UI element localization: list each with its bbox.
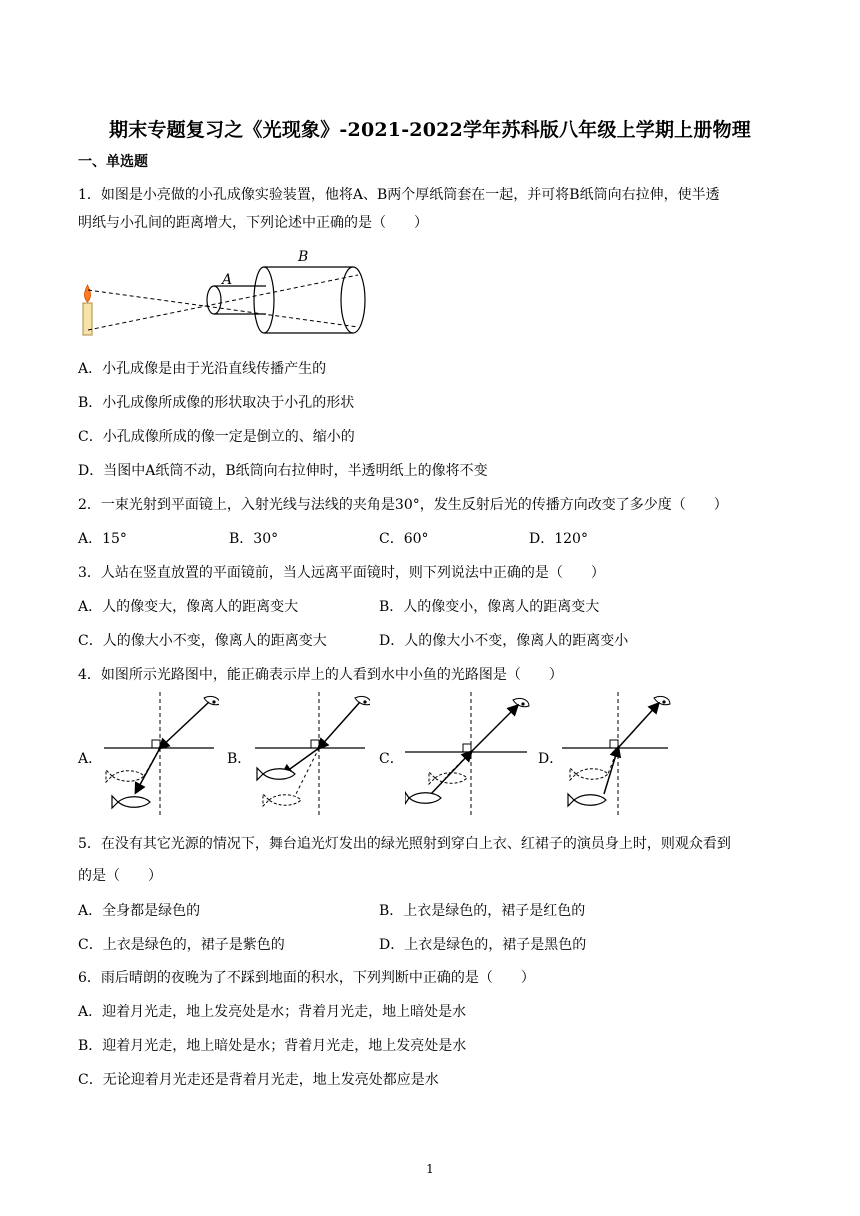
q3-text: 3．人站在竖直放置的平面镜前，当人远离平面镜时，则下列说法中正确的是（ ）: [78, 565, 605, 581]
q4-label-c: C．: [379, 751, 404, 767]
q1-option-b: B．小孔成像所成像的形状取决于小孔的形状: [78, 395, 355, 411]
fish-image-icon: [263, 794, 301, 806]
fish-icon: [405, 792, 441, 804]
eye-icon: [513, 698, 529, 706]
q2-text: 2．一束光射到平面镜上，入射光线与法线的夹角是30°，发生反射后光的传播方向改变了多少度（ ）: [78, 497, 728, 513]
fish-icon: [112, 796, 150, 808]
section-heading: 一、单选题: [78, 154, 148, 170]
q1-option-c: C．小孔成像所成的像一定是倒立的、缩小的: [78, 429, 355, 445]
q3-option-c: C．人的像大小不变，像离人的距离变大: [78, 633, 327, 649]
eye-icon: [654, 696, 670, 704]
q3-option-b: B．人的像变小，像离人的距离变大: [379, 599, 600, 615]
q4-label-d: D．: [538, 751, 564, 767]
q5-text-line2: 的是（ ）: [78, 868, 162, 884]
fish-icon: [568, 794, 606, 806]
tube-b-label: B: [298, 249, 309, 265]
q3-option-a: A．人的像变大，像离人的距离变大: [78, 599, 299, 615]
page-title: 期末专题复习之《光现象》-2021-2022学年苏科版八年级上学期上册物理: [109, 119, 751, 141]
q1-text-line1: 1．如图是小亮做的小孔成像实验装置，他将A、B两个厚纸筒套在一起，并可将B纸筒向右拉伸，使半透: [78, 187, 720, 203]
q5-option-a: A．全身都是绿色的: [78, 903, 201, 919]
light-path-diagram-c: [405, 690, 530, 820]
fish-image-icon: [570, 768, 608, 780]
tube-b-back: [254, 267, 274, 333]
eye-icon: [355, 696, 370, 704]
candle-flame-icon: [84, 285, 90, 302]
light-path-diagram-b: [255, 690, 370, 820]
q1-text-line2: 明纸与小孔间的距离增大，下列论述中正确的是（ ）: [78, 215, 428, 231]
fish-image-icon: [106, 770, 144, 782]
q5-option-d: D．上衣是绿色的，裙子是黑色的: [379, 937, 587, 953]
pinhole-camera-figure: [78, 245, 378, 345]
page-number: 1: [426, 1162, 434, 1176]
light-path-diagram-d: [562, 690, 672, 820]
q2-option-a: A．15°: [78, 531, 127, 547]
q5-option-b: B．上衣是绿色的，裙子是红色的: [379, 903, 586, 919]
light-path-diagram-a: [104, 690, 219, 820]
q1-option-a: A．小孔成像是由于光沿直线传播产生的: [78, 361, 327, 377]
q4-text: 4．如图所示光路图中，能正确表示岸上的人看到水中小鱼的光路图是（ ）: [78, 667, 563, 683]
tube-a-label: A: [222, 272, 233, 288]
q6-option-b: B．迎着月光走，地上暗处是水；背着月光走，地上发亮处是水: [78, 1038, 467, 1054]
q4-label-b: B．: [227, 751, 252, 767]
q6-option-c: C．无论迎着月光走还是背着月光走，地上发亮处都应是水: [78, 1072, 439, 1088]
candle-body: [83, 303, 92, 335]
q6-text: 6．雨后晴朗的夜晚为了不踩到地面的积水，下列判断中正确的是（ ）: [78, 970, 535, 986]
fish-image-icon: [429, 772, 467, 784]
q5-option-c: C．上衣是绿色的，裙子是紫色的: [78, 937, 285, 953]
q2-option-d: D．120°: [529, 531, 588, 547]
q4-label-a: A．: [78, 751, 103, 767]
eye-icon: [204, 696, 219, 704]
tube-b-front: [341, 267, 365, 333]
q2-option-c: C．60°: [379, 531, 429, 547]
q2-option-b: B．30°: [229, 531, 279, 547]
q3-option-d: D．人的像大小不变，像离人的距离变小: [379, 633, 629, 649]
q6-option-a: A．迎着月光走，地上发亮处是水；背着月光走，地上暗处是水: [78, 1004, 467, 1020]
fish-icon: [257, 768, 295, 780]
tube-a-front: [207, 286, 221, 314]
q1-option-d: D．当图中A纸筒不动，B纸筒向右拉伸时，半透明纸上的像将不变: [78, 463, 488, 479]
q5-text-line1: 5．在没有其它光源的情况下，舞台追光灯发出的绿光照射到穿白上衣、红裙子的演员身上时，则观众看到: [78, 836, 731, 852]
